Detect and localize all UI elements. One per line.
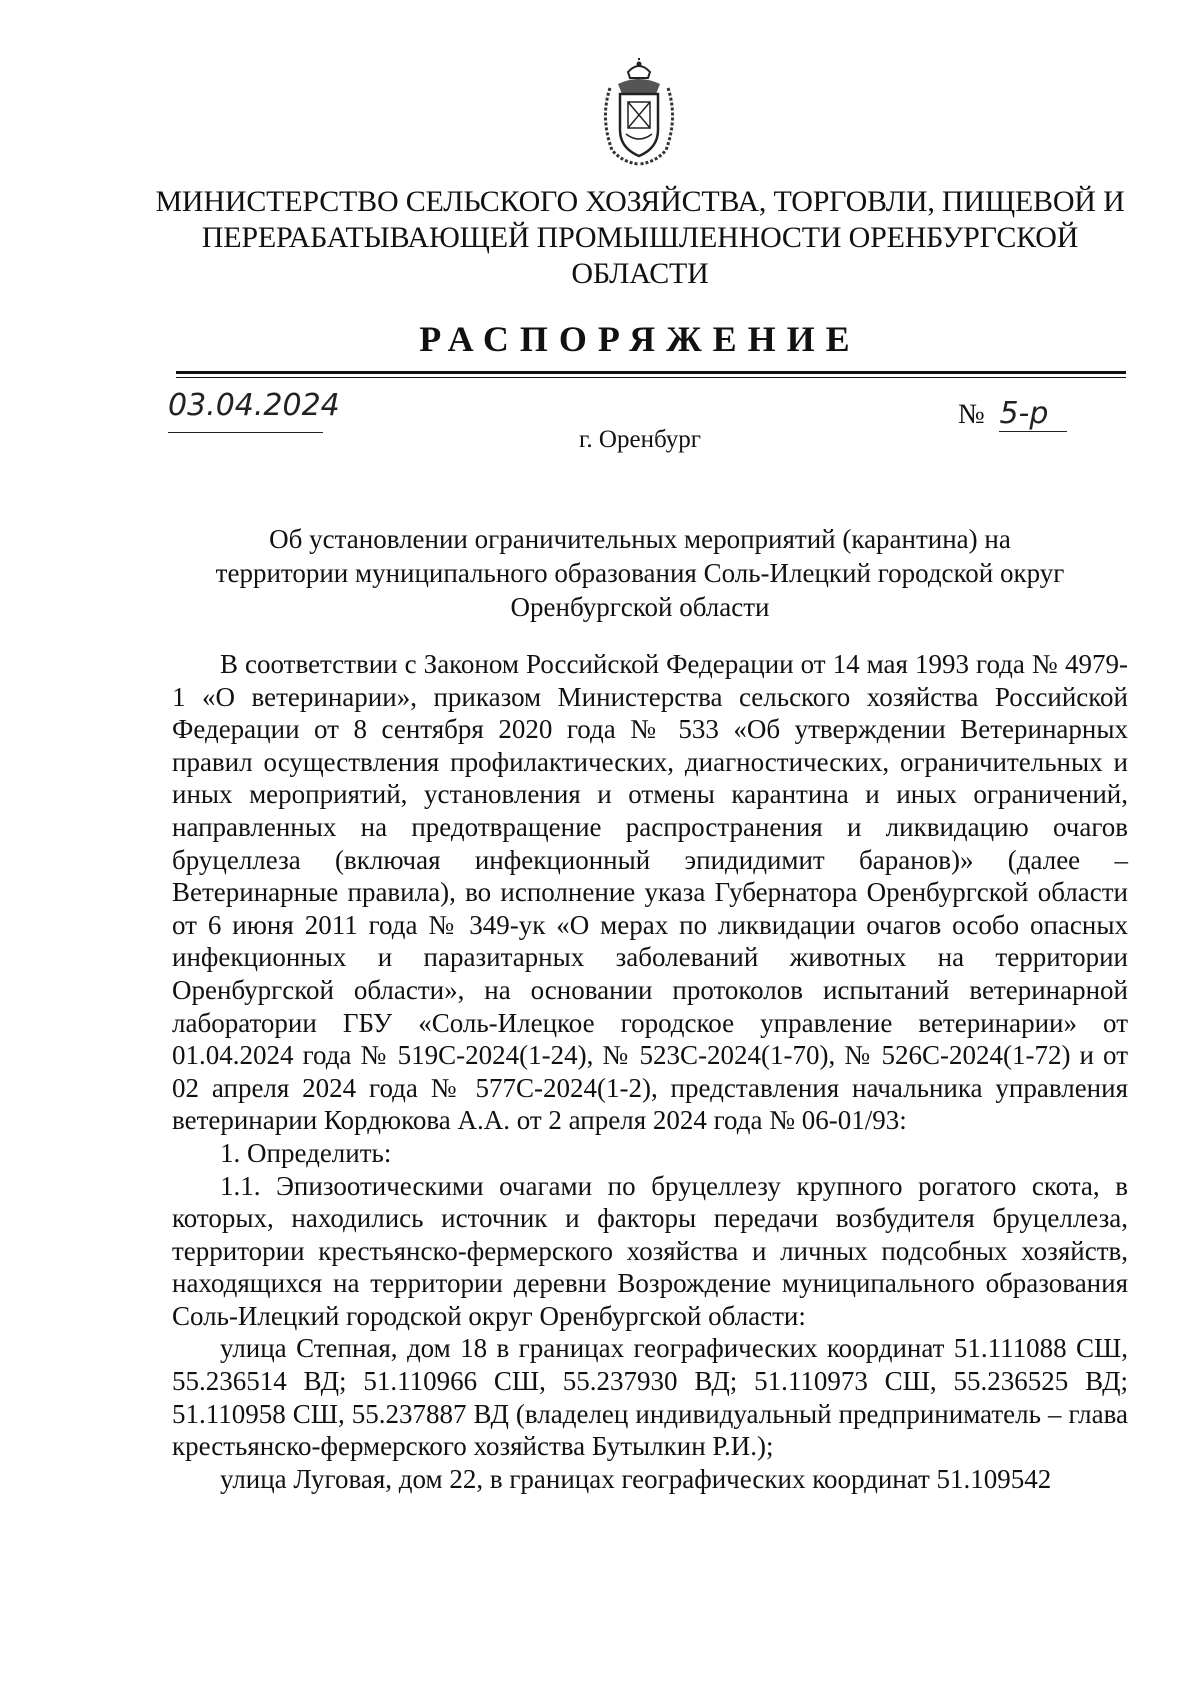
document-city: г. Оренбург bbox=[579, 426, 701, 453]
item-1: 1. Определить: bbox=[220, 1137, 392, 1168]
coat-of-arms-icon bbox=[598, 58, 680, 166]
item-1-1: 1.1. Эпизоотическими очагами по бруцеллезу крупного рогатого скота, в которых, находились источник и факторы передачи возбудителя бруцеллеза, территории крестьянско-фермерского хозяйства и личных подсобных хозяйств, находящихся на территории деревни Возрождение муниципального образования Соль-Илецкий городской округ Оренбургской области: bbox=[172, 1170, 1128, 1331]
document-subject: Об установлении ограничительных мероприятий (карантина) на территории муниципального образования Соль-Илецкий городской округ Оренбургской области bbox=[215, 524, 1065, 622]
header-divider-thin bbox=[176, 377, 1126, 378]
number-handwritten: 5-р bbox=[999, 396, 1067, 432]
document-type-title: РАСПОРЯЖЕНИЕ bbox=[419, 319, 861, 359]
preamble-paragraph: В соответствии с Законом Российской Федерации от 14 мая 1993 года № 4979-1 «О ветеринарии», приказом Министерства сельского хозяйства Российской Федерации от 8 сентября 2020 года № 533 «Об утверждении Ветеринарных правил осуществления профилактических, диагностических, ограничительных и иных мероприятий, установления и отмены карантина и иных ограничений, направленных на предотвращение распространения и ликвидацию очагов бруцеллеза (включая инфекционный эпидидимит баранов)» (далее – Ветеринарные правила), во исполнение указа Губернатора Оренбургской области от 6 июня 2011 года № 349-ук «О мерах по ликвидации очагов особо опасных инфекционных и паразитарных заболеваний животных на территории Оренбургской области», на основании протоколов испытаний ветеринарной лаборатории ГБУ «Соль-Илецкое городское управление ветеринарии» от 01.04.2024 года № 519С-2024(1-24), № 523С-2024(1-70), № 526С-2024(1-72) и от 02 апреля 2024 года № 577С-2024(1-2), представления начальника управления ветеринарии Кордюкова А.А. от 2 апреля 2024 года № 06-01/93: bbox=[172, 649, 1128, 1136]
street-lugovaya-paragraph: улица Луговая, дом 22, в границах географических координат 51.109542 bbox=[220, 1463, 1052, 1494]
document-body bbox=[172, 648, 1128, 1495]
header-divider bbox=[176, 371, 1126, 374]
document-date bbox=[168, 388, 340, 423]
ministry-name: МИНИСТЕРСТВО СЕЛЬСКОГО ХОЗЯЙСТВА, ТОРГОВЛИ, ПИЩЕВОЙ И ПЕРЕРАБАТЫВАЮЩЕЙ ПРОМЫШЛЕННОСТИ ОРЕНБУРГСКОЙ ОБЛАСТИ bbox=[155, 185, 1125, 290]
street-stepnaya-paragraph: улица Степная, дом 18 в границах географических координат 51.111088 СШ, 55.236514 ВД; 51.110966 СШ, 55.237930 ВД; 51.110973 СШ, 55.236525 ВД; 51.110958 СШ, 55.237887 ВД (владелец индивидуальный предприниматель – глава крестьянско-фермерского хозяйства Бутылкин Р.И.); bbox=[172, 1333, 1128, 1462]
date-handwritten: 03.04.2024 bbox=[168, 388, 340, 423]
number-sign: № bbox=[958, 399, 985, 430]
